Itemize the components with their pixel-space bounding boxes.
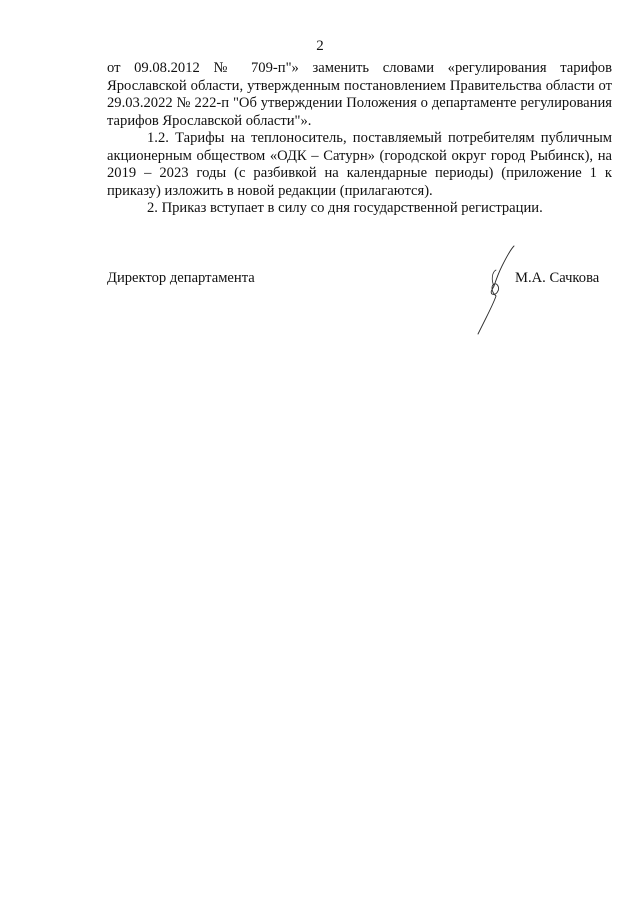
- paragraph-continuation: от 09.08.2012 № 709-п"» заменить словами «регулирования тарифов Ярославской области, утвержденным постановлением Правительства области от 29.03.2022 № 222-п "Об утверждении Положения о департаменте регулирования тарифов Ярославской области"».: [107, 60, 612, 129]
- handwritten-signature: [470, 240, 530, 340]
- signatory-name: М.А. Сачкова: [515, 270, 600, 286]
- signatory-position: Директор департамента: [107, 270, 255, 286]
- paragraph-item-2: 2. Приказ вступает в силу со дня государственной регистрации.: [147, 200, 543, 216]
- page-number: 2: [316, 38, 324, 54]
- document-body: [107, 60, 612, 218]
- paragraph-item-1-2: 1.2. Тарифы на теплоноситель, поставляемый потребителям публичным акционерным обществом «ОДК – Сатурн» (городской округ город Рыбинск), на 2019 – 2023 годы (с разбивкой на календарные периоды) (приложение 1 к приказу) изложить в новой редакции (прилагаются).: [107, 130, 612, 199]
